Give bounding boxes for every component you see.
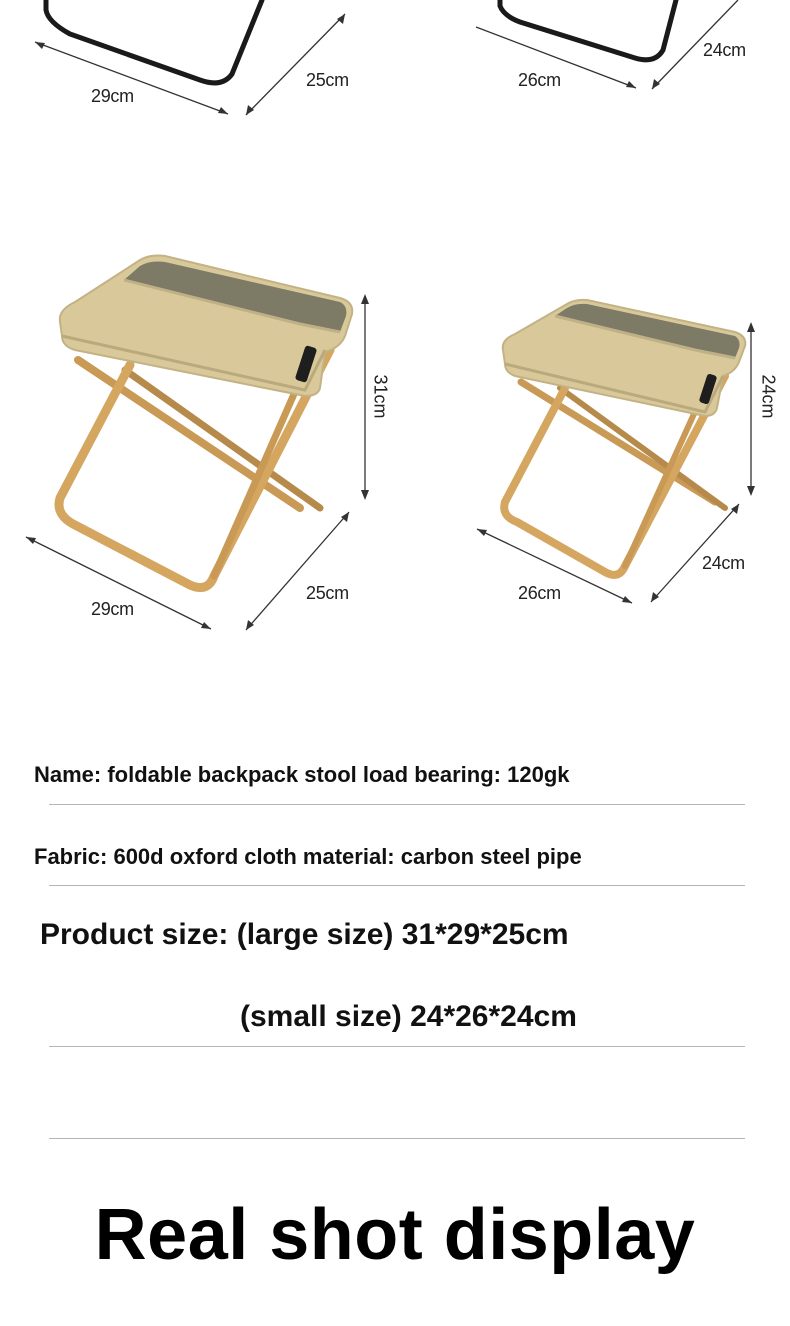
- spec-size-line-large: Product size: (large size) 31*29*25cm: [40, 918, 569, 951]
- small-depth-label: 24cm: [702, 553, 745, 573]
- top-small-width-label: 26cm: [518, 70, 561, 90]
- large-width-label: 29cm: [91, 599, 134, 619]
- spec-fabric-line: Fabric: 600d oxford cloth material: carbon steel pipe: [34, 844, 582, 869]
- small-height-label: 24cm: [758, 374, 779, 419]
- black-stool-large-frame: [0, 0, 790, 130]
- divider: [49, 804, 745, 805]
- divider: [49, 1138, 745, 1139]
- divider: [49, 1046, 745, 1047]
- top-large-depth-label: 25cm: [306, 70, 349, 90]
- top-small-depth-label: 24cm: [703, 40, 746, 60]
- small-width-label: 26cm: [518, 583, 561, 603]
- top-large-width-label: 29cm: [91, 86, 134, 106]
- large-depth-label: 25cm: [306, 583, 349, 603]
- large-height-label: 31cm: [370, 374, 391, 419]
- divider: [49, 885, 745, 886]
- real-shot-display-heading: Real shot display: [94, 1195, 696, 1275]
- small-stool-dimension-arrows: [0, 280, 790, 700]
- spec-size-line-small: (small size) 24*26*24cm: [240, 1000, 577, 1033]
- spec-name-line: Name: foldable backpack stool load bearing: 120gk: [34, 762, 570, 787]
